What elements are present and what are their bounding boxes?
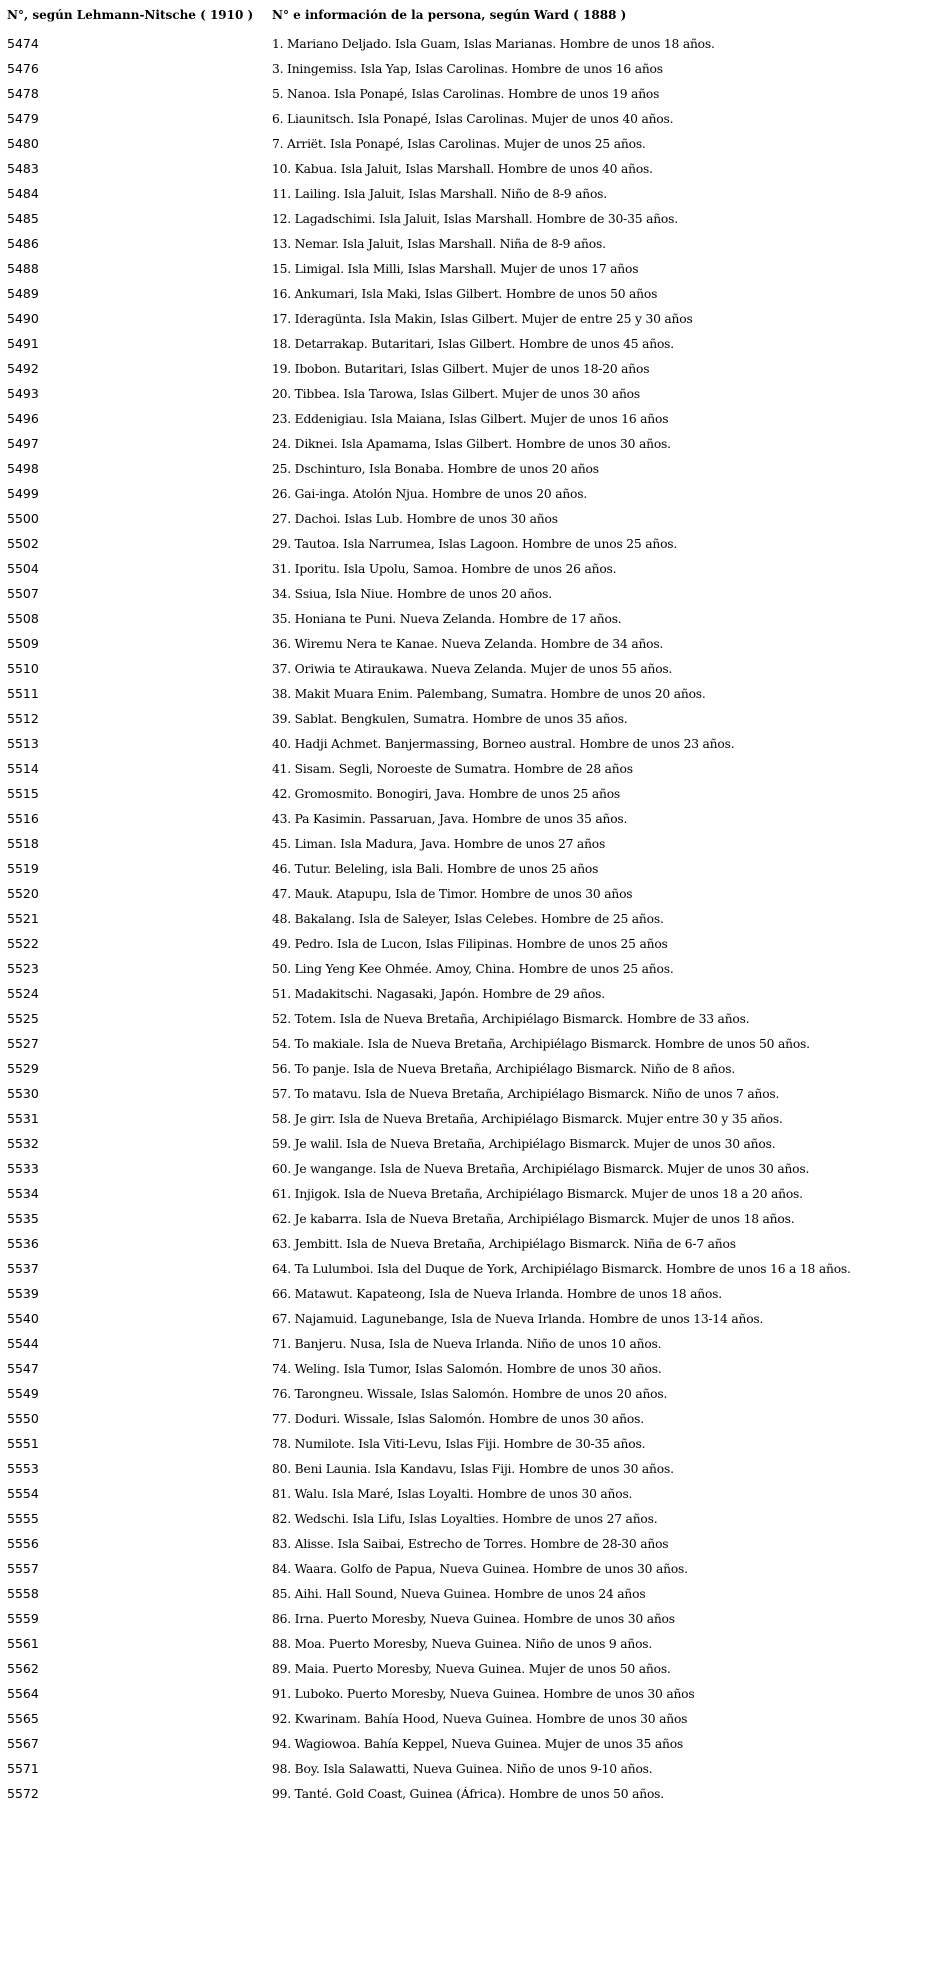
ward-person-info: 74. Weling. Isla Tumor, Islas Salomón. Hombre de unos 30 años. — [272, 1361, 662, 1376]
ward-person-info: 91. Luboko. Puerto Moresby, Nueva Guinea. Hombre de unos 30 años — [272, 1686, 695, 1701]
lehmann-nitsche-number: 5523 — [7, 961, 39, 976]
ward-person-info: 84. Waara. Golfo de Papua, Nueva Guinea. Hombre de unos 30 años. — [272, 1561, 688, 1576]
lehmann-nitsche-number: 5509 — [7, 636, 39, 651]
ward-person-info: 10. Kabua. Isla Jaluit, Islas Marshall. Hombre de unos 40 años. — [272, 161, 653, 176]
table-row — [7, 31, 919, 56]
lehmann-nitsche-number: 5474 — [7, 36, 39, 51]
ward-person-info: 86. Irna. Puerto Moresby, Nueva Guinea. Hombre de unos 30 años — [272, 1611, 675, 1626]
lehmann-nitsche-number: 5480 — [7, 136, 39, 151]
table-row — [7, 1181, 919, 1206]
ward-person-info: 57. To matavu. Isla de Nueva Bretaña, Archipiélago Bismarck. Niño de unos 7 años. — [272, 1086, 780, 1101]
table-row — [7, 756, 919, 781]
lehmann-nitsche-number: 5515 — [7, 786, 39, 801]
ward-person-info: 13. Nemar. Isla Jaluit, Islas Marshall. Niña de 8-9 años. — [272, 236, 606, 251]
lehmann-nitsche-number: 5491 — [7, 336, 39, 351]
lehmann-nitsche-number: 5512 — [7, 711, 39, 726]
ward-person-info: 48. Bakalang. Isla de Saleyer, Islas Celebes. Hombre de 25 años. — [272, 911, 664, 926]
table-row — [7, 1781, 919, 1806]
lehmann-nitsche-number: 5533 — [7, 1161, 39, 1176]
ward-person-info: 40. Hadji Achmet. Banjermassing, Borneo austral. Hombre de unos 23 años. — [272, 736, 735, 751]
ward-person-info: 1. Mariano Deljado. Isla Guam, Islas Marianas. Hombre de unos 18 años. — [272, 36, 715, 51]
lehmann-nitsche-number: 5557 — [7, 1561, 39, 1576]
table-row — [7, 1406, 919, 1431]
table-row — [7, 531, 919, 556]
table-row — [7, 681, 919, 706]
ward-person-info: 7. Arriët. Isla Ponapé, Islas Carolinas. Mujer de unos 25 años. — [272, 136, 646, 151]
table-row — [7, 1756, 919, 1781]
table-row — [7, 1256, 919, 1281]
lehmann-nitsche-number: 5502 — [7, 536, 39, 551]
lehmann-nitsche-number: 5521 — [7, 911, 39, 926]
ward-person-info: 50. Ling Yeng Kee Ohmée. Amoy, China. Hombre de unos 25 años. — [272, 961, 674, 976]
lehmann-nitsche-number: 5530 — [7, 1086, 39, 1101]
table-row — [7, 231, 919, 256]
ward-person-info: 52. Totem. Isla de Nueva Bretaña, Archipiélago Bismarck. Hombre de 33 años. — [272, 1011, 750, 1026]
ward-person-info: 47. Mauk. Atapupu, Isla de Timor. Hombre de unos 30 años — [272, 886, 633, 901]
table-row — [7, 1331, 919, 1356]
table-row — [7, 1131, 919, 1156]
table-row — [7, 1631, 919, 1656]
lehmann-nitsche-number: 5556 — [7, 1536, 39, 1551]
ward-person-info: 49. Pedro. Isla de Lucon, Islas Filipinas. Hombre de unos 25 años — [272, 936, 668, 951]
lehmann-nitsche-number: 5510 — [7, 661, 39, 676]
table-row — [7, 331, 919, 356]
table-row — [7, 1506, 919, 1531]
ward-person-info: 60. Je wangange. Isla de Nueva Bretaña, Archipiélago Bismarck. Mujer de unos 30 años. — [272, 1161, 810, 1176]
table-row — [7, 1231, 919, 1256]
ward-person-info: 82. Wedschi. Isla Lifu, Islas Loyalties. Hombre de unos 27 años. — [272, 1511, 658, 1526]
lehmann-nitsche-number: 5567 — [7, 1736, 39, 1751]
table-row — [7, 406, 919, 431]
lehmann-nitsche-number: 5531 — [7, 1111, 39, 1126]
ward-person-info: 26. Gai-inga. Atolón Njua. Hombre de unos 20 años. — [272, 486, 588, 501]
ward-person-info: 80. Beni Launia. Isla Kandavu, Islas Fiji. Hombre de unos 30 años. — [272, 1461, 674, 1476]
ward-person-info: 23. Eddenigiau. Isla Maiana, Islas Gilbert. Mujer de unos 16 años — [272, 411, 669, 426]
header-ward-number-and-info: N° e información de la persona, según Ward ( 1888 ) — [272, 8, 627, 22]
table-row — [7, 1281, 919, 1306]
table-row — [7, 1306, 919, 1331]
table-row — [7, 906, 919, 931]
lehmann-nitsche-number: 5511 — [7, 686, 39, 701]
ward-person-info: 98. Boy. Isla Salawatti, Nueva Guinea. Niño de unos 9-10 años. — [272, 1761, 653, 1776]
lehmann-nitsche-number: 5539 — [7, 1286, 39, 1301]
ward-person-info: 12. Lagadschimi. Isla Jaluit, Islas Marshall. Hombre de 30-35 años. — [272, 211, 678, 226]
table-row — [7, 1606, 919, 1631]
table-row — [7, 456, 919, 481]
ward-person-info: 15. Limigal. Isla Milli, Islas Marshall. Mujer de unos 17 años — [272, 261, 639, 276]
table-row — [7, 581, 919, 606]
document — [7, 6, 919, 1806]
table-row — [7, 1556, 919, 1581]
ward-person-info: 16. Ankumari, Isla Maki, Islas Gilbert. Hombre de unos 50 años — [272, 286, 658, 301]
table-row — [7, 931, 919, 956]
ward-person-info: 37. Oriwia te Atiraukawa. Nueva Zelanda. Mujer de unos 55 años. — [272, 661, 673, 676]
ward-person-info: 25. Dschinturo, Isla Bonaba. Hombre de unos 20 años — [272, 461, 599, 476]
lehmann-nitsche-number: 5476 — [7, 61, 39, 76]
lehmann-nitsche-number: 5535 — [7, 1211, 39, 1226]
lehmann-nitsche-number: 5498 — [7, 461, 39, 476]
ward-person-info: 99. Tanté. Gold Coast, Guinea (África). Hombre de unos 50 años. — [272, 1786, 664, 1801]
ward-person-info: 83. Alisse. Isla Saibai, Estrecho de Torres. Hombre de 28-30 años — [272, 1536, 669, 1551]
table-row — [7, 1431, 919, 1456]
table-row — [7, 156, 919, 181]
table-row — [7, 381, 919, 406]
lehmann-nitsche-number: 5537 — [7, 1261, 39, 1276]
ward-person-info: 59. Je walil. Isla de Nueva Bretaña, Archipiélago Bismarck. Mujer de unos 30 años. — [272, 1136, 776, 1151]
ward-person-info: 92. Kwarinam. Bahía Hood, Nueva Guinea. Hombre de unos 30 años — [272, 1711, 688, 1726]
lehmann-nitsche-number: 5478 — [7, 86, 39, 101]
table-row — [7, 506, 919, 531]
lehmann-nitsche-number: 5492 — [7, 361, 39, 376]
table-row — [7, 131, 919, 156]
table-row — [7, 706, 919, 731]
ward-person-info: 19. Ibobon. Butaritari, Islas Gilbert. Mujer de unos 18-20 años — [272, 361, 650, 376]
lehmann-nitsche-number: 5527 — [7, 1036, 39, 1051]
table-row — [7, 1731, 919, 1756]
ward-person-info: 20. Tibbea. Isla Tarowa, Islas Gilbert. Mujer de unos 30 años — [272, 386, 641, 401]
lehmann-nitsche-number: 5529 — [7, 1061, 39, 1076]
ward-person-info: 56. To panje. Isla de Nueva Bretaña, Archipiélago Bismarck. Niño de 8 años. — [272, 1061, 736, 1076]
table-row — [7, 881, 919, 906]
table-row — [7, 1206, 919, 1231]
lehmann-nitsche-number: 5488 — [7, 261, 39, 276]
lehmann-nitsche-number: 5547 — [7, 1361, 39, 1376]
ward-person-info: 81. Walu. Isla Maré, Islas Loyalti. Hombre de unos 30 años. — [272, 1486, 633, 1501]
lehmann-nitsche-number: 5572 — [7, 1786, 39, 1801]
table-row — [7, 1681, 919, 1706]
ward-person-info: 61. Injigok. Isla de Nueva Bretaña, Archipiélago Bismarck. Mujer de unos 18 a 20 años. — [272, 1186, 803, 1201]
table-row — [7, 981, 919, 1006]
table-row — [7, 56, 919, 81]
header-lehmann-nitsche-number: N°, según Lehmann-Nitsche ( 1910 ) — [7, 8, 254, 22]
lehmann-nitsche-number: 5562 — [7, 1661, 39, 1676]
table-header — [7, 6, 919, 31]
table-row — [7, 1356, 919, 1381]
lehmann-nitsche-number: 5497 — [7, 436, 39, 451]
lehmann-nitsche-number: 5558 — [7, 1586, 39, 1601]
ward-person-info: 5. Nanoa. Isla Ponapé, Islas Carolinas. Hombre de unos 19 años — [272, 86, 660, 101]
ward-person-info: 76. Tarongneu. Wissale, Islas Salomón. Hombre de unos 20 años. — [272, 1386, 668, 1401]
table-row — [7, 856, 919, 881]
catalog-table — [7, 6, 919, 1806]
table-row — [7, 731, 919, 756]
table-row — [7, 1031, 919, 1056]
ward-person-info: 43. Pa Kasimin. Passaruan, Java. Hombre de unos 35 años. — [272, 811, 628, 826]
lehmann-nitsche-number: 5520 — [7, 886, 39, 901]
ward-person-info: 17. Ideragünta. Isla Makin, Islas Gilbert. Mujer de entre 25 y 30 años — [272, 311, 693, 326]
lehmann-nitsche-number: 5559 — [7, 1611, 39, 1626]
lehmann-nitsche-number: 5540 — [7, 1311, 39, 1326]
table-row — [7, 631, 919, 656]
ward-person-info: 54. To makiale. Isla de Nueva Bretaña, Archipiélago Bismarck. Hombre de unos 50 años. — [272, 1036, 810, 1051]
lehmann-nitsche-number: 5551 — [7, 1436, 39, 1451]
lehmann-nitsche-number: 5532 — [7, 1136, 39, 1151]
ward-person-info: 88. Moa. Puerto Moresby, Nueva Guinea. Niño de unos 9 años. — [272, 1636, 653, 1651]
table-row — [7, 1481, 919, 1506]
ward-person-info: 11. Lailing. Isla Jaluit, Islas Marshall. Niño de 8-9 años. — [272, 186, 607, 201]
lehmann-nitsche-number: 5544 — [7, 1336, 39, 1351]
lehmann-nitsche-number: 5508 — [7, 611, 39, 626]
table-row — [7, 1106, 919, 1131]
table-row — [7, 1656, 919, 1681]
lehmann-nitsche-number: 5565 — [7, 1711, 39, 1726]
ward-person-info: 38. Makit Muara Enim. Palembang, Sumatra. Hombre de unos 20 años. — [272, 686, 706, 701]
ward-person-info: 66. Matawut. Kapateong, Isla de Nueva Irlanda. Hombre de unos 18 años. — [272, 1286, 722, 1301]
table-row — [7, 606, 919, 631]
table-row — [7, 481, 919, 506]
table-row — [7, 1006, 919, 1031]
table-row — [7, 1456, 919, 1481]
ward-person-info: 35. Honiana te Puni. Nueva Zelanda. Hombre de 17 años. — [272, 611, 622, 626]
ward-person-info: 29. Tautoa. Isla Narrumea, Islas Lagoon. Hombre de unos 25 años. — [272, 536, 678, 551]
lehmann-nitsche-number: 5553 — [7, 1461, 39, 1476]
lehmann-nitsche-number: 5483 — [7, 161, 39, 176]
ward-person-info: 62. Je kabarra. Isla de Nueva Bretaña, Archipiélago Bismarck. Mujer de unos 18 años. — [272, 1211, 795, 1226]
table-row — [7, 306, 919, 331]
ward-person-info: 27. Dachoi. Islas Lub. Hombre de unos 30 años — [272, 511, 558, 526]
table-row — [7, 356, 919, 381]
ward-person-info: 39. Sablat. Bengkulen, Sumatra. Hombre de unos 35 años. — [272, 711, 628, 726]
ward-person-info: 42. Gromosmito. Bonogiri, Java. Hombre de unos 25 años — [272, 786, 621, 801]
table-row — [7, 1581, 919, 1606]
lehmann-nitsche-number: 5484 — [7, 186, 39, 201]
table-row — [7, 831, 919, 856]
lehmann-nitsche-number: 5522 — [7, 936, 39, 951]
lehmann-nitsche-number: 5486 — [7, 236, 39, 251]
table-row — [7, 656, 919, 681]
ward-person-info: 3. Iningemiss. Isla Yap, Islas Carolinas. Hombre de unos 16 años — [272, 61, 663, 76]
lehmann-nitsche-number: 5493 — [7, 386, 39, 401]
lehmann-nitsche-number: 5549 — [7, 1386, 39, 1401]
ward-person-info: 78. Numilote. Isla Viti-Levu, Islas Fiji. Hombre de 30-35 años. — [272, 1436, 646, 1451]
lehmann-nitsche-number: 5500 — [7, 511, 39, 526]
table-row — [7, 206, 919, 231]
ward-person-info: 89. Maia. Puerto Moresby, Nueva Guinea. Mujer de unos 50 años. — [272, 1661, 671, 1676]
lehmann-nitsche-number: 5513 — [7, 736, 39, 751]
ward-person-info: 64. Ta Lulumboi. Isla del Duque de York, Archipiélago Bismarck. Hombre de unos 16 a 18 años. — [272, 1261, 851, 1276]
lehmann-nitsche-number: 5507 — [7, 586, 39, 601]
lehmann-nitsche-number: 5571 — [7, 1761, 39, 1776]
lehmann-nitsche-number: 5496 — [7, 411, 39, 426]
lehmann-nitsche-number: 5519 — [7, 861, 39, 876]
lehmann-nitsche-number: 5504 — [7, 561, 39, 576]
lehmann-nitsche-number: 5564 — [7, 1686, 39, 1701]
table-row — [7, 556, 919, 581]
ward-person-info: 41. Sisam. Segli, Noroeste de Sumatra. Hombre de 28 años — [272, 761, 633, 776]
table-row — [7, 281, 919, 306]
lehmann-nitsche-number: 5489 — [7, 286, 39, 301]
ward-person-info: 45. Liman. Isla Madura, Java. Hombre de unos 27 años — [272, 836, 606, 851]
ward-person-info: 77. Doduri. Wissale, Islas Salomón. Hombre de unos 30 años. — [272, 1411, 644, 1426]
lehmann-nitsche-number: 5561 — [7, 1636, 39, 1651]
table-row — [7, 1381, 919, 1406]
lehmann-nitsche-number: 5550 — [7, 1411, 39, 1426]
table-row — [7, 781, 919, 806]
lehmann-nitsche-number: 5525 — [7, 1011, 39, 1026]
ward-person-info: 31. Iporitu. Isla Upolu, Samoa. Hombre de unos 26 años. — [272, 561, 617, 576]
lehmann-nitsche-number: 5555 — [7, 1511, 39, 1526]
lehmann-nitsche-number: 5524 — [7, 986, 39, 1001]
lehmann-nitsche-number: 5518 — [7, 836, 39, 851]
table-row — [7, 956, 919, 981]
ward-person-info: 6. Liaunitsch. Isla Ponapé, Islas Carolinas. Mujer de unos 40 años. — [272, 111, 674, 126]
ward-person-info: 58. Je girr. Isla de Nueva Bretaña, Archipiélago Bismarck. Mujer entre 30 y 35 años. — [272, 1111, 783, 1126]
lehmann-nitsche-number: 5479 — [7, 111, 39, 126]
table-row — [7, 1706, 919, 1731]
lehmann-nitsche-number: 5516 — [7, 811, 39, 826]
table-row — [7, 81, 919, 106]
lehmann-nitsche-number: 5534 — [7, 1186, 39, 1201]
ward-person-info: 85. Aihi. Hall Sound, Nueva Guinea. Hombre de unos 24 años — [272, 1586, 646, 1601]
lehmann-nitsche-number: 5514 — [7, 761, 39, 776]
ward-person-info: 18. Detarrakap. Butaritari, Islas Gilbert. Hombre de unos 45 años. — [272, 336, 674, 351]
lehmann-nitsche-number: 5554 — [7, 1486, 39, 1501]
table-row — [7, 806, 919, 831]
lehmann-nitsche-number: 5536 — [7, 1236, 39, 1251]
table-row — [7, 181, 919, 206]
ward-person-info: 63. Jembitt. Isla de Nueva Bretaña, Archipiélago Bismarck. Niña de 6-7 años — [272, 1236, 736, 1251]
table-row — [7, 256, 919, 281]
header-row — [7, 6, 919, 31]
table-row — [7, 1056, 919, 1081]
ward-person-info: 71. Banjeru. Nusa, Isla de Nueva Irlanda. Niño de unos 10 años. — [272, 1336, 662, 1351]
table-row — [7, 1081, 919, 1106]
ward-person-info: 24. Diknei. Isla Apamama, Islas Gilbert. Hombre de unos 30 años. — [272, 436, 671, 451]
ward-person-info: 36. Wiremu Nera te Kanae. Nueva Zelanda. Hombre de 34 años. — [272, 636, 664, 651]
table-body — [7, 31, 919, 1806]
ward-person-info: 67. Najamuid. Lagunebange, Isla de Nueva Irlanda. Hombre de unos 13-14 años. — [272, 1311, 764, 1326]
lehmann-nitsche-number: 5485 — [7, 211, 39, 226]
ward-person-info: 34. Ssiua, Isla Niue. Hombre de unos 20 años. — [272, 586, 552, 601]
ward-person-info: 46. Tutur. Beleling, isla Bali. Hombre de unos 25 años — [272, 861, 599, 876]
table-row — [7, 1531, 919, 1556]
table-row — [7, 106, 919, 131]
lehmann-nitsche-number: 5499 — [7, 486, 39, 501]
ward-person-info: 51. Madakitschi. Nagasaki, Japón. Hombre de 29 años. — [272, 986, 606, 1001]
ward-person-info: 94. Wagiowoa. Bahía Keppel, Nueva Guinea. Mujer de unos 35 años — [272, 1736, 684, 1751]
table-row — [7, 431, 919, 456]
table-row — [7, 1156, 919, 1181]
lehmann-nitsche-number: 5490 — [7, 311, 39, 326]
